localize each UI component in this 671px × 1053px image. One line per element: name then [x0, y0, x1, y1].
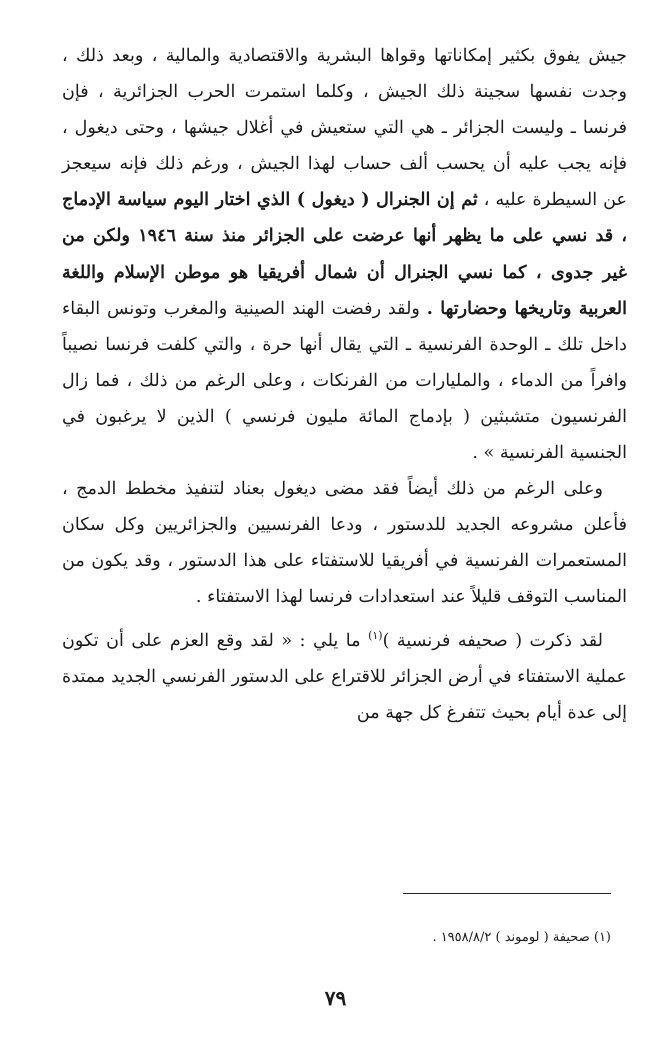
paragraph-1-bold-text: ثم إن الجنرال ( ديغول ) الذي اختار اليوم سياسة الإدماج ، قد نسي على ما يظهر أنها عرضت على الجزائر منذ سنة ١٩٤٦ ولكن من غير جدوى ، كما نسي الجنرال أن شمال أفريقيا هو موطن الإسلام واللغة العربية وتاريخها وحضارتها . — [62, 189, 627, 319]
paragraph-1-text-b: ولقد رفضت الهند الصينية والمغرب وتونس البقاء داخل تلك ـ الوحدة الفرنسية ـ التي يقال أنها حرة ، والتي كلفت فرنسا نصيباً وافراً من الدماء ، والمليارات من الفرنكات ، وعلى الرغم من ذلك ، فما زال الفرنسيون متشبثين ( بإدماج المائة مليون فرنسي ) الذين لا يرغبون في الجنسية الفرنسية » . — [62, 298, 627, 464]
paragraph-1-text-a: جيش يفوق بكثير إمكاناتها وقواها البشرية والاقتصادية والمالية ، وبعد ذلك ، وجدت نفسها سجينة ذلك الجيش ، وكلما استمرت الحرب الجزائرية ، فإن فرنسا ـ وليست الجزائر ـ هي التي ستعيش في أغلال جيشها ، وحتى ديغول ، فإنه يجب عليه أن يحسب ألف حساب لهذا الجيش ، ورغم ذلك فإنه سيعجز عن السيطرة عليه ، — [62, 46, 627, 211]
paragraph-3 — [62, 623, 627, 731]
paragraph-2: وعلى الرغم من ذلك أيضاً فقد مضى ديغول بعناد لتنفيذ مخطط الدمج ، فأعلن مشروعه الجديد للدستور ، ودعا الفرنسيين والجزائريين وكل سكان المستعمرات الفرنسية في أفريقيا للاستفتاء على هذا الدستور ، وقد يكون من المناسب التوقف قليلاً عند استعدادات فرنسا لهذا الاستفتاء . — [62, 479, 627, 608]
body-text — [62, 38, 627, 731]
page-number: ٧٩ — [324, 986, 347, 1010]
paragraph-3-text-a: لقد ذكرت ( صحيفه فرنسية ) — [382, 630, 604, 651]
paragraph-1 — [62, 38, 627, 471]
footnote-reference: (١) — [368, 628, 383, 642]
footnote: (١) صحيفة ( لوموند ) ١٩٥٨/٨/٢ . — [432, 930, 611, 945]
footnote-separator — [403, 893, 611, 894]
paragraph-3-text-b: ما يلي : « لقد وقع العزم على أن تكون عملية الاستفتاء في أرض الجزائر للاقتراع على الدستور الفرنسي الجديد ممتدة إلى عدة أيام بحيث تتفرغ كل جهة من — [62, 630, 627, 723]
